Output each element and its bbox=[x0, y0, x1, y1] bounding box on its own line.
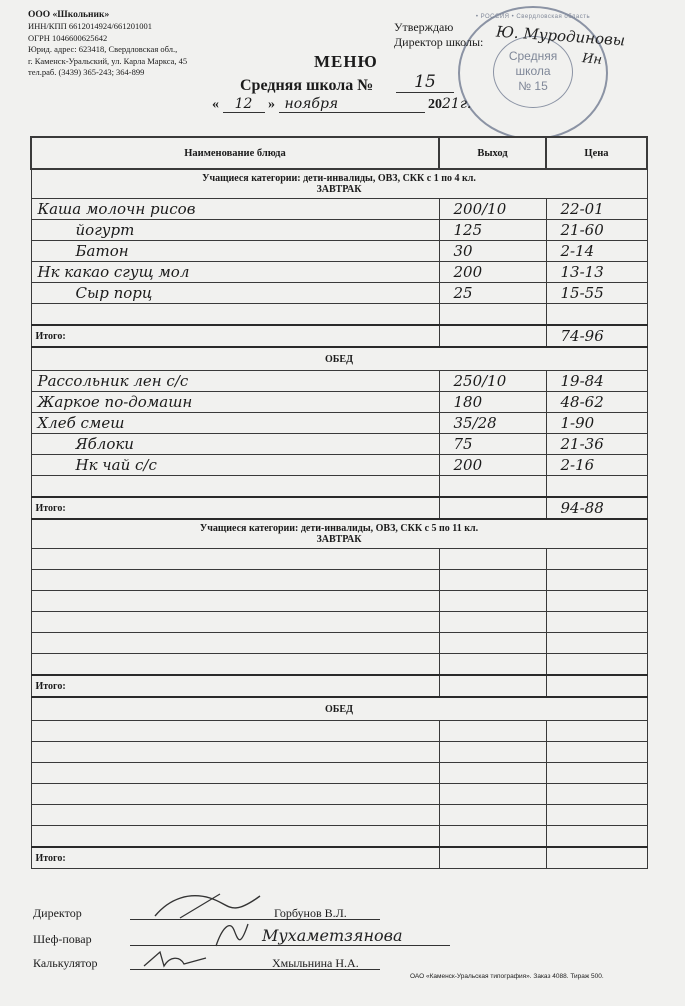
table-row-empty bbox=[31, 591, 647, 612]
stamp-ring-text: • РОССИЯ • Свердловская область bbox=[475, 14, 591, 20]
organization-info bbox=[28, 10, 258, 78]
dish-price: 48-62 bbox=[546, 392, 647, 413]
org-address-line1: Юрид. адрес: 623418, Свердловская обл., bbox=[28, 44, 178, 55]
printer-footer: ОАО «Каменск-Уральская типография». Заказ 4088. Тираж 500. bbox=[410, 973, 604, 980]
table-row bbox=[31, 283, 647, 304]
calculator-signature-scribble bbox=[140, 948, 210, 972]
meal-title-lunch: ОБЕД bbox=[31, 347, 647, 371]
director-signature-initials: Ин bbox=[581, 51, 603, 68]
menu-date bbox=[212, 96, 471, 113]
category-title: Учащиеся категории: дети-инвалиды, ОВЗ, СКК с 1 по 4 кл. bbox=[202, 173, 476, 184]
meal-title-breakfast: ЗАВТРАК bbox=[316, 184, 362, 195]
column-header-yield: Выход bbox=[439, 137, 546, 169]
approval-line1: Утверждаю bbox=[394, 20, 454, 34]
dish-name: Нк чай с/с bbox=[31, 455, 439, 476]
director-signature-scribble bbox=[150, 888, 270, 924]
table-row bbox=[31, 371, 647, 392]
director-signature: Ю. Муродиновы bbox=[495, 22, 626, 50]
dish-name: Рассольник лен с/с bbox=[31, 371, 439, 392]
table-row bbox=[31, 241, 647, 262]
category-title: Учащиеся категории: дети-инвалиды, ОВЗ, СКК с 5 по 11 кл. bbox=[199, 523, 479, 534]
dish-yield: 35/28 bbox=[439, 413, 546, 434]
column-header-price: Цена bbox=[546, 137, 647, 169]
dish-name: Нк какао сгущ мол bbox=[31, 262, 439, 283]
dish-name: Батон bbox=[31, 241, 439, 262]
table-row bbox=[31, 413, 647, 434]
director-name: Горбунов В.Л. bbox=[274, 906, 347, 920]
dish-name: Яблоки bbox=[31, 434, 439, 455]
dish-price: 2-16 bbox=[546, 455, 647, 476]
approval-line2: Директор школы: bbox=[394, 35, 484, 49]
calculator-signature-label: Калькулятор bbox=[33, 956, 98, 970]
table-row-empty bbox=[31, 612, 647, 633]
stamp-center bbox=[493, 36, 573, 108]
menu-table bbox=[30, 136, 648, 869]
table-row-empty bbox=[31, 633, 647, 654]
meal-title-breakfast: ЗАВТРАК bbox=[316, 534, 362, 545]
table-row-empty bbox=[31, 805, 647, 826]
org-inn: ИНН/КПП 6612014924/661201001 bbox=[28, 21, 152, 32]
table-row-empty bbox=[31, 549, 647, 570]
total-label: Итого: bbox=[31, 675, 439, 697]
chef-signature-label: Шеф-повар bbox=[33, 932, 92, 946]
table-row-empty bbox=[31, 826, 647, 848]
date-open-quote: « bbox=[212, 97, 219, 112]
org-phone: тел.раб. (3439) 365-243; 364-899 bbox=[28, 67, 145, 78]
date-month: ноября bbox=[279, 96, 425, 113]
category-row bbox=[31, 169, 647, 199]
dish-yield: 25 bbox=[439, 283, 546, 304]
column-header-dish: Наименование блюда bbox=[31, 137, 439, 169]
dish-price: 1-90 bbox=[546, 413, 647, 434]
meal-row bbox=[31, 347, 647, 371]
dish-yield: 200/10 bbox=[439, 199, 546, 220]
school-label: Средняя школа № bbox=[240, 77, 374, 94]
table-row-empty bbox=[31, 304, 647, 326]
total-row bbox=[31, 675, 647, 697]
table-row-empty bbox=[31, 654, 647, 676]
table-row-empty bbox=[31, 570, 647, 591]
dish-price: 21-36 bbox=[546, 434, 647, 455]
dish-yield: 180 bbox=[439, 392, 546, 413]
table-row-empty bbox=[31, 476, 647, 498]
stamp-line1: Средняя bbox=[508, 49, 558, 63]
total-row bbox=[31, 497, 647, 519]
date-year-prefix: 20 bbox=[428, 97, 442, 112]
director-signature-label: Директор bbox=[33, 906, 82, 920]
approval-block bbox=[394, 20, 483, 50]
dish-name: Хлеб смеш bbox=[31, 413, 439, 434]
table-row bbox=[31, 262, 647, 283]
date-close-quote: » bbox=[268, 97, 275, 112]
table-row bbox=[31, 455, 647, 476]
org-ogrn: ОГРН 1046600625642 bbox=[28, 32, 108, 43]
total-label: Итого: bbox=[31, 325, 439, 347]
dish-name: Сыр порц bbox=[31, 283, 439, 304]
dish-yield: 250/10 bbox=[439, 371, 546, 392]
table-row-empty bbox=[31, 763, 647, 784]
page-title: МЕНЮ bbox=[314, 52, 378, 71]
total-row bbox=[31, 325, 647, 347]
total-row bbox=[31, 847, 647, 869]
table-row bbox=[31, 199, 647, 220]
stamp-line2: школа bbox=[515, 64, 551, 78]
chef-name: Мухаметзянова bbox=[262, 926, 403, 945]
table-row bbox=[31, 220, 647, 241]
dish-price: 2-14 bbox=[546, 241, 647, 262]
meal-title-lunch: ОБЕД bbox=[31, 697, 647, 721]
total-value: 74-96 bbox=[546, 325, 647, 347]
table-row bbox=[31, 434, 647, 455]
table-row-empty bbox=[31, 721, 647, 742]
dish-yield: 200 bbox=[439, 262, 546, 283]
category-row bbox=[31, 519, 647, 549]
chef-signature-scribble bbox=[212, 918, 252, 950]
dish-yield: 30 bbox=[439, 241, 546, 262]
total-label: Итого: bbox=[31, 847, 439, 869]
dish-price: 21-60 bbox=[546, 220, 647, 241]
dish-price: 13-13 bbox=[546, 262, 647, 283]
stamp-line3: № 15 bbox=[518, 79, 548, 93]
dish-yield: 125 bbox=[439, 220, 546, 241]
table-row bbox=[31, 392, 647, 413]
table-row-empty bbox=[31, 784, 647, 805]
dish-yield: 75 bbox=[439, 434, 546, 455]
dish-price: 22-01 bbox=[546, 199, 647, 220]
dish-price: 15-55 bbox=[546, 283, 647, 304]
date-year-suffix: 21г. bbox=[442, 96, 472, 112]
total-value: 94-88 bbox=[546, 497, 647, 519]
dish-price: 19-84 bbox=[546, 371, 647, 392]
school-number: 15 bbox=[396, 72, 454, 93]
dish-yield: 200 bbox=[439, 455, 546, 476]
date-day: 12 bbox=[223, 96, 265, 113]
meal-row bbox=[31, 697, 647, 721]
org-name: ООО «Школьник» bbox=[28, 10, 110, 20]
dish-name: Жаркое по-домашн bbox=[31, 392, 439, 413]
calculator-name: Хмыльнина Н.А. bbox=[272, 956, 359, 970]
org-address-line2: г. Каменск-Уральский, ул. Карла Маркса, 45 bbox=[28, 55, 188, 66]
dish-name: йогурт bbox=[31, 220, 439, 241]
dish-name: Каша молочн рисов bbox=[31, 199, 439, 220]
table-row-empty bbox=[31, 742, 647, 763]
total-label: Итого: bbox=[31, 497, 439, 519]
